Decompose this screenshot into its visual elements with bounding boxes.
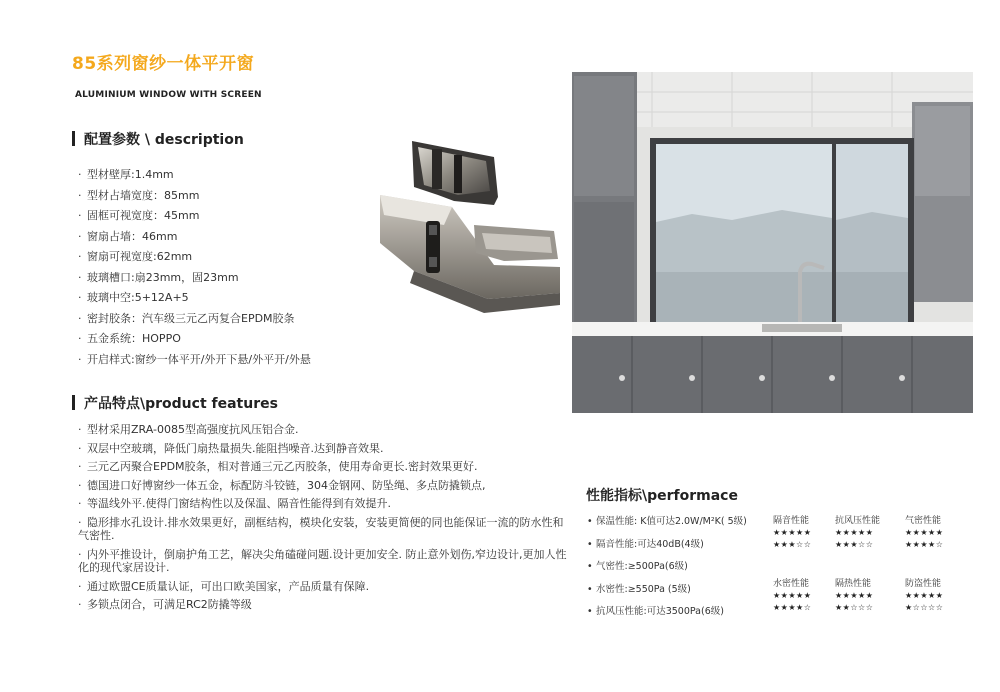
list-item: · 型材壁厚:1.4mm xyxy=(78,168,174,181)
list-item: · 开启样式:窗纱一体平开/外开下悬/外平开/外悬 xyxy=(78,352,311,366)
performance-row: • 水密性:≥550Pa (5级) xyxy=(587,584,691,595)
rating-header: 防盗性能 xyxy=(905,579,942,589)
list-item: · 玻璃槽口:扇23mm，固23mm xyxy=(78,270,239,284)
list-item: · 型材采用ZRA-0085型高强度抗风压铝合金. xyxy=(78,423,299,436)
list-item: · 玻璃中空:5+12A+5 xyxy=(78,291,189,304)
rating-max-stars: ★★★★★ xyxy=(773,528,812,537)
rating-max-stars: ★★★★★ xyxy=(905,591,944,600)
specs-list xyxy=(78,165,311,370)
rating-max-stars: ★★★★★ xyxy=(835,591,874,600)
rating-header: 气密性能 xyxy=(905,516,942,526)
heading-accent-bar xyxy=(72,131,75,146)
list-item: · 德国进口好博窗纱一体五金，标配防斗铰链，304金钢网、防坠绳、多点防撬锁点, xyxy=(78,478,486,492)
list-item: · 密封胶条：汽车级三元乙丙复合EPDM胶条 xyxy=(78,311,295,325)
rating-stars: ★★★☆☆ xyxy=(835,540,874,549)
rating-header: 抗风压性能 xyxy=(835,516,881,526)
list-item: · 通过欧盟CE质量认证，可出口欧美国家，产品质量有保障. xyxy=(78,579,370,593)
rating-header: 隔热性能 xyxy=(835,579,872,589)
list-item: · 固框可视宽度：45mm xyxy=(78,209,200,222)
heading-accent-bar xyxy=(72,395,75,410)
performance-row: • 隔音性能:可达40dB(4级) xyxy=(587,539,704,550)
rating-header: 水密性能 xyxy=(773,579,810,589)
specs-heading: 配置参数 \ description xyxy=(84,132,244,148)
list-item: · 窗扇可视宽度:62mm xyxy=(78,250,193,263)
rating-max-stars: ★★★★★ xyxy=(773,591,812,600)
rating-stars: ★★☆☆☆ xyxy=(835,603,874,612)
rating-header: 隔音性能 xyxy=(773,516,810,526)
list-item: · 内外平推设计，倒扇护角工艺，解决尖角磕碰问题.设计更加安全. 防止意外划伤,窄边设计,更加人性化的现代家居设计. xyxy=(78,547,567,574)
page-title: 85系列窗纱一体平开窗 xyxy=(72,54,255,74)
features-list xyxy=(78,423,568,617)
rating-stars: ★★★★☆ xyxy=(905,540,944,549)
list-item: · 双层中空玻璃，降低门扇热量损失.能阻挡噪音.达到静音效果. xyxy=(78,441,384,455)
performance-row: • 抗风压性能:可达3500Pa(6级) xyxy=(587,606,724,617)
list-item: · 多锁点闭合，可满足RC2防撬等级 xyxy=(78,598,252,611)
performance-heading: 性能指标\performace xyxy=(586,488,738,504)
rating-stars: ★★★☆☆ xyxy=(773,540,812,549)
list-item: · 型材占墙宽度：85mm xyxy=(78,188,200,202)
kitchen-window-photo xyxy=(572,72,973,413)
list-item: · 等温线外平.使得门窗结构性以及保温、隔音性能得到有效提升. xyxy=(78,497,391,510)
list-item: · 五金系统：HOPPO xyxy=(78,332,181,345)
rating-max-stars: ★★★★★ xyxy=(835,528,874,537)
performance-row: • 气密性:≥500Pa(6级) xyxy=(587,561,688,572)
rating-stars: ★★★★☆ xyxy=(773,603,812,612)
performance-row: • 保温性能: K值可达2.0W/M²K( 5级) xyxy=(587,516,747,527)
rating-stars: ★☆☆☆☆ xyxy=(905,603,944,612)
list-item: · 窗扇占墙：46mm xyxy=(78,229,178,243)
list-item: · 三元乙丙聚合EPDM胶条，相对普通三元乙丙胶条，使用寿命更长.密封效果更好. xyxy=(78,460,478,473)
rating-max-stars: ★★★★★ xyxy=(905,528,944,537)
list-item: · 隐形排水孔设计.排水效果更好，副框结构，模块化安装，安装更简便的同也能保证一流的防水性和气密性. xyxy=(78,515,564,542)
features-heading: 产品特点\product features xyxy=(84,396,278,412)
page-subtitle: ALUMINIUM WINDOW WITH SCREEN xyxy=(75,90,262,100)
window-profile-image xyxy=(374,135,560,315)
performance-table xyxy=(587,511,967,621)
